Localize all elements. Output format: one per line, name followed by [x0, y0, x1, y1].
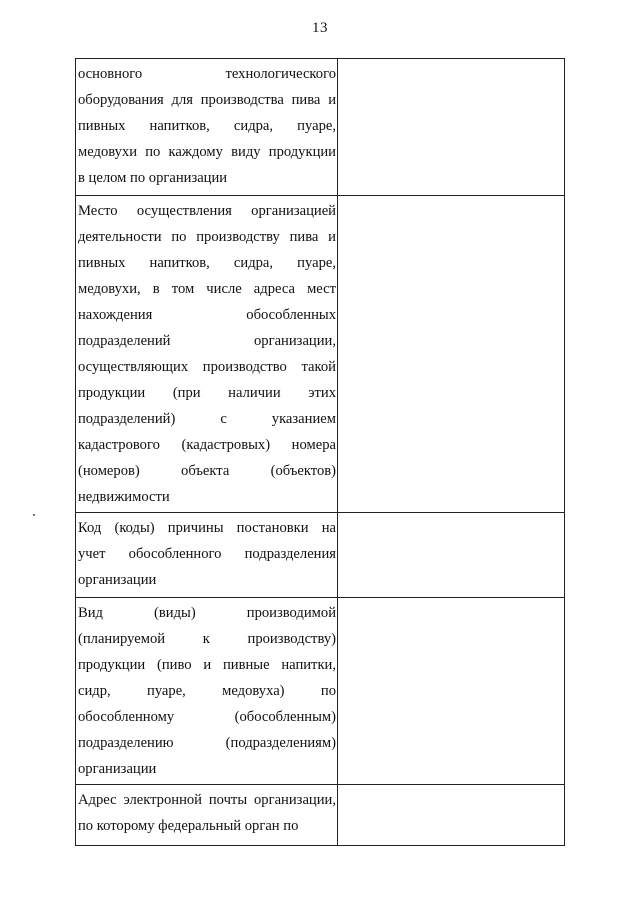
- row-label: [76, 196, 337, 512]
- label-line: деятельности по производству пива и: [78, 229, 336, 245]
- label-line: (номеров) объекта (объектов): [78, 463, 336, 479]
- label-line: сидр, пуаре, медовуха) по: [78, 683, 336, 699]
- label-line: кадастрового (кадастровых) номера: [78, 437, 336, 453]
- form-table-body: [76, 59, 565, 846]
- label-cell: [76, 196, 338, 513]
- label-line: Адрес электронной почты организации,: [78, 792, 336, 808]
- table-row: [76, 59, 565, 196]
- label-line: пивных напитков, сидра, пуаре,: [78, 255, 336, 271]
- row-label: [76, 598, 337, 784]
- row-label: [76, 785, 337, 841]
- label-line: оборудования для производства пива и: [78, 92, 336, 108]
- scan-artifact-dot: [33, 514, 35, 516]
- label-line: недвижимости: [78, 489, 170, 505]
- label-line: основного технологического: [78, 66, 336, 82]
- label-line: продукции (при наличии этих: [78, 385, 336, 401]
- label-line: организации: [78, 572, 157, 588]
- label-line: по которому федеральный орган по: [78, 818, 299, 834]
- page-number: 13: [312, 20, 328, 36]
- label-line: нахождения обособленных: [78, 307, 336, 323]
- label-cell: [76, 513, 338, 598]
- label-line: Место осуществления организацией: [78, 203, 336, 219]
- label-line: продукции (пиво и пивные напитки,: [78, 657, 336, 673]
- form-table: [75, 58, 565, 846]
- label-line: учет обособленного подразделения: [78, 546, 336, 562]
- label-line: осуществляющих производство такой: [78, 359, 336, 375]
- value-cell[interactable]: [338, 513, 565, 598]
- value-cell[interactable]: [338, 196, 565, 513]
- label-line: обособленному (обособленным): [78, 709, 336, 725]
- label-line: в целом по организации: [78, 170, 228, 186]
- row-label: [76, 59, 337, 193]
- label-cell: [76, 785, 338, 846]
- value-cell[interactable]: [338, 59, 565, 196]
- table-row: [76, 513, 565, 598]
- table-row: [76, 598, 565, 785]
- row-label: [76, 513, 337, 595]
- label-cell: [76, 598, 338, 785]
- label-line: медовухи, в том числе адреса мест: [78, 281, 336, 297]
- label-line: подразделению (подразделениям): [78, 735, 336, 751]
- label-cell: [76, 59, 338, 196]
- label-line: Код (коды) причины постановки на: [78, 520, 336, 536]
- value-cell[interactable]: [338, 598, 565, 785]
- label-line: (планируемой к производству): [78, 631, 336, 647]
- label-line: пивных напитков, сидра, пуаре,: [78, 118, 336, 134]
- label-line: Вид (виды) производимой: [78, 605, 336, 621]
- label-line: медовухи по каждому виду продукции: [78, 144, 336, 160]
- label-line: подразделений организации,: [78, 333, 336, 349]
- label-line: организации: [78, 761, 157, 777]
- table-row: [76, 785, 565, 846]
- value-cell[interactable]: [338, 785, 565, 846]
- table-row: [76, 196, 565, 513]
- label-line: подразделений) с указанием: [78, 411, 336, 427]
